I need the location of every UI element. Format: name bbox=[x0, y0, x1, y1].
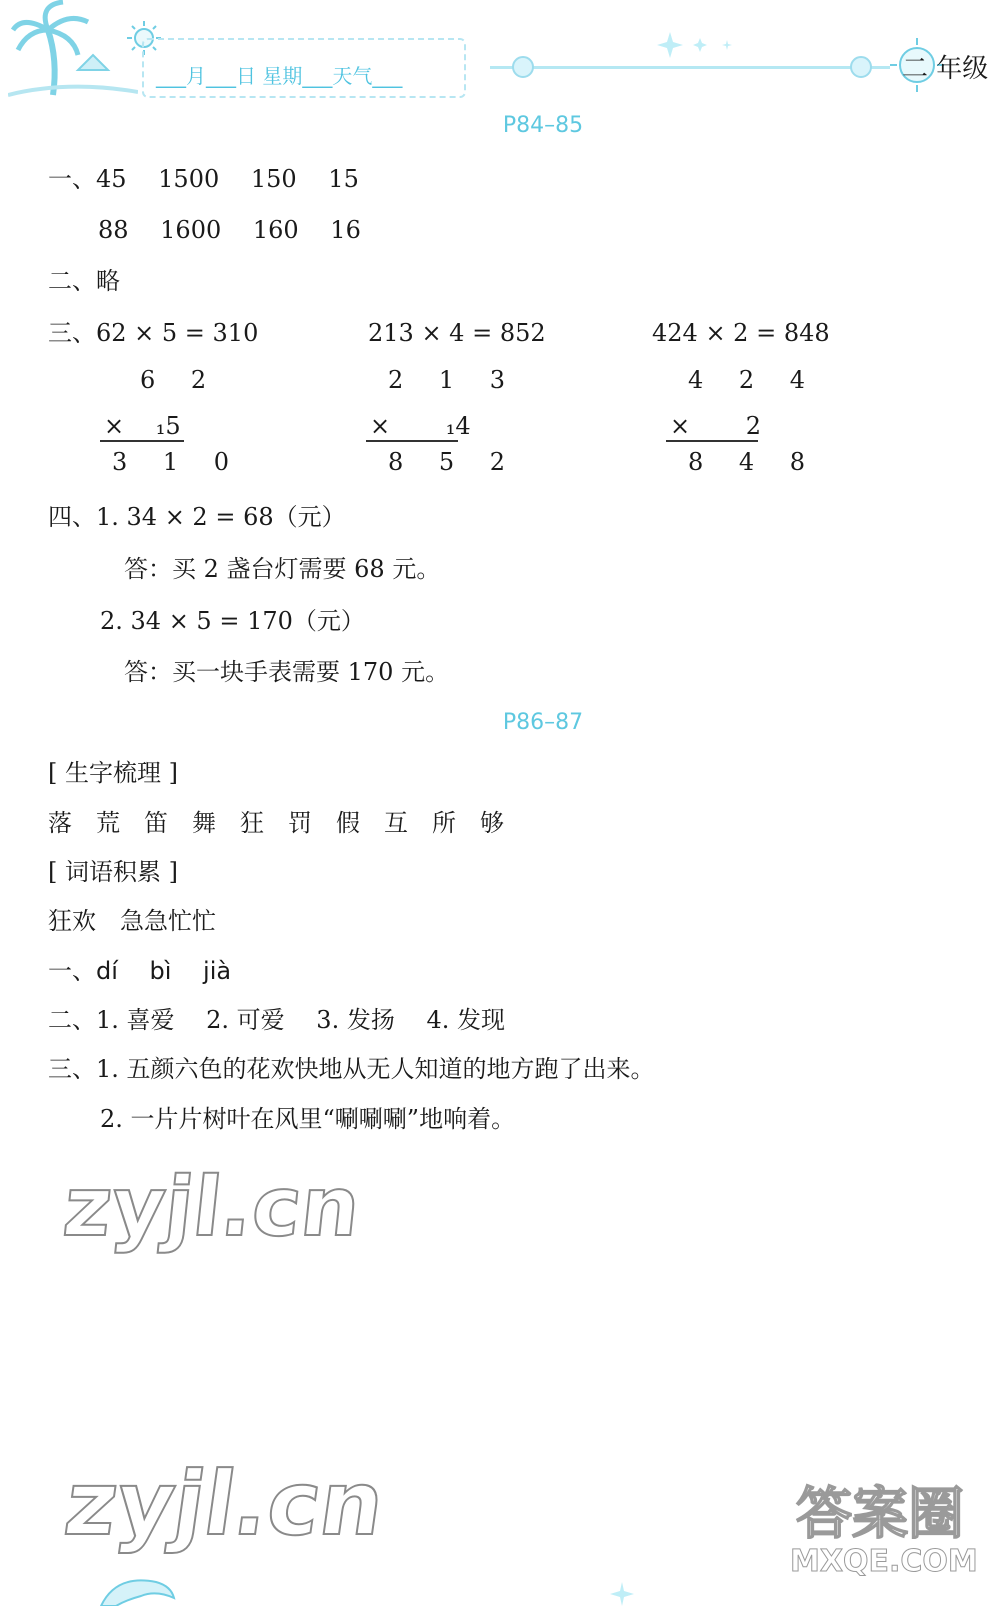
vertical-calc-b-result: 8 5 2 bbox=[388, 448, 520, 476]
grade-label: 二 年级 bbox=[902, 54, 989, 84]
words-list: 狂欢 急急忙忙 bbox=[48, 907, 216, 935]
vocab-heading: [ 生字梳理 ] bbox=[48, 759, 178, 787]
p86-q1-pinyin: 一、dí bì jià bbox=[48, 957, 232, 985]
watermark-zyjl-1: zyjl.cn bbox=[59, 1160, 365, 1255]
q1-row1: 一、45 1500 150 15 bbox=[48, 165, 359, 193]
vertical-calc-a-top: 6 2 bbox=[140, 366, 221, 394]
header-dot-right bbox=[850, 56, 872, 78]
vertical-calc-a-result: 3 1 0 bbox=[112, 448, 244, 476]
watermark-zyjl-2: zyjl.cn bbox=[58, 1452, 391, 1555]
q3-equation-c: 424 × 2 = 848 bbox=[652, 319, 830, 347]
vertical-calc-a-mid: × ₁5 bbox=[104, 412, 181, 440]
q4-2-answer: 答：买一块手表需要 170 元。 bbox=[124, 658, 450, 686]
bottom-sparkle-icon bbox=[610, 1582, 634, 1606]
watermark-daanquan: 答案圈 bbox=[796, 1482, 964, 1547]
q4-2-equation: 2. 34 × 5 = 170（元） bbox=[100, 607, 365, 635]
watermark-mxqe: MXQE.COM bbox=[790, 1544, 978, 1579]
header-divider bbox=[490, 66, 890, 69]
q2-answer: 二、略 bbox=[48, 267, 120, 295]
vertical-calc-c-rule bbox=[666, 440, 758, 442]
vertical-calc-a-rule bbox=[100, 440, 184, 442]
palm-tree-illustration bbox=[8, 0, 138, 100]
q3-equation-a: 三、62 × 5 = 310 bbox=[48, 319, 259, 347]
q3-equation-b: 213 × 4 = 852 bbox=[368, 319, 546, 347]
vertical-calc-c-mid: × 2 bbox=[670, 412, 762, 440]
vertical-calc-b-top: 2 1 3 bbox=[388, 366, 520, 394]
section-title-p84: P84–85 bbox=[502, 113, 584, 138]
date-weather-line: ___月___日 星期___天气___ bbox=[156, 64, 403, 88]
q4-1-answer: 答：买 2 盏台灯需要 68 元。 bbox=[124, 555, 441, 583]
p86-q3-2: 2. 一片片树叶在风里“唰唰唰”地响着。 bbox=[100, 1105, 516, 1133]
p86-q2-answers: 二、1. 喜爱 2. 可爱 3. 发扬 4. 发现 bbox=[48, 1006, 505, 1034]
q1-row2: 88 1600 160 16 bbox=[98, 216, 361, 244]
sparkle-icon bbox=[655, 30, 745, 60]
dolphin-illustration bbox=[96, 1572, 176, 1606]
vocab-characters: 落 荒 笛 舞 狂 罚 假 互 所 够 bbox=[48, 809, 504, 837]
q4-1-equation: 四、1. 34 × 2 = 68（元） bbox=[48, 503, 346, 531]
p86-q3-1: 三、1. 五颜六色的花欢快地从无人知道的地方跑了出来。 bbox=[48, 1055, 655, 1083]
vertical-calc-b-rule bbox=[366, 440, 458, 442]
words-heading: [ 词语积累 ] bbox=[48, 858, 178, 886]
header-dot-left bbox=[512, 56, 534, 78]
vertical-calc-b-mid: × ₁4 bbox=[370, 412, 471, 440]
section-title-p86: P86–87 bbox=[502, 710, 584, 735]
vertical-calc-c-top: 4 2 4 bbox=[688, 366, 820, 394]
vertical-calc-c-result: 8 4 8 bbox=[688, 448, 820, 476]
